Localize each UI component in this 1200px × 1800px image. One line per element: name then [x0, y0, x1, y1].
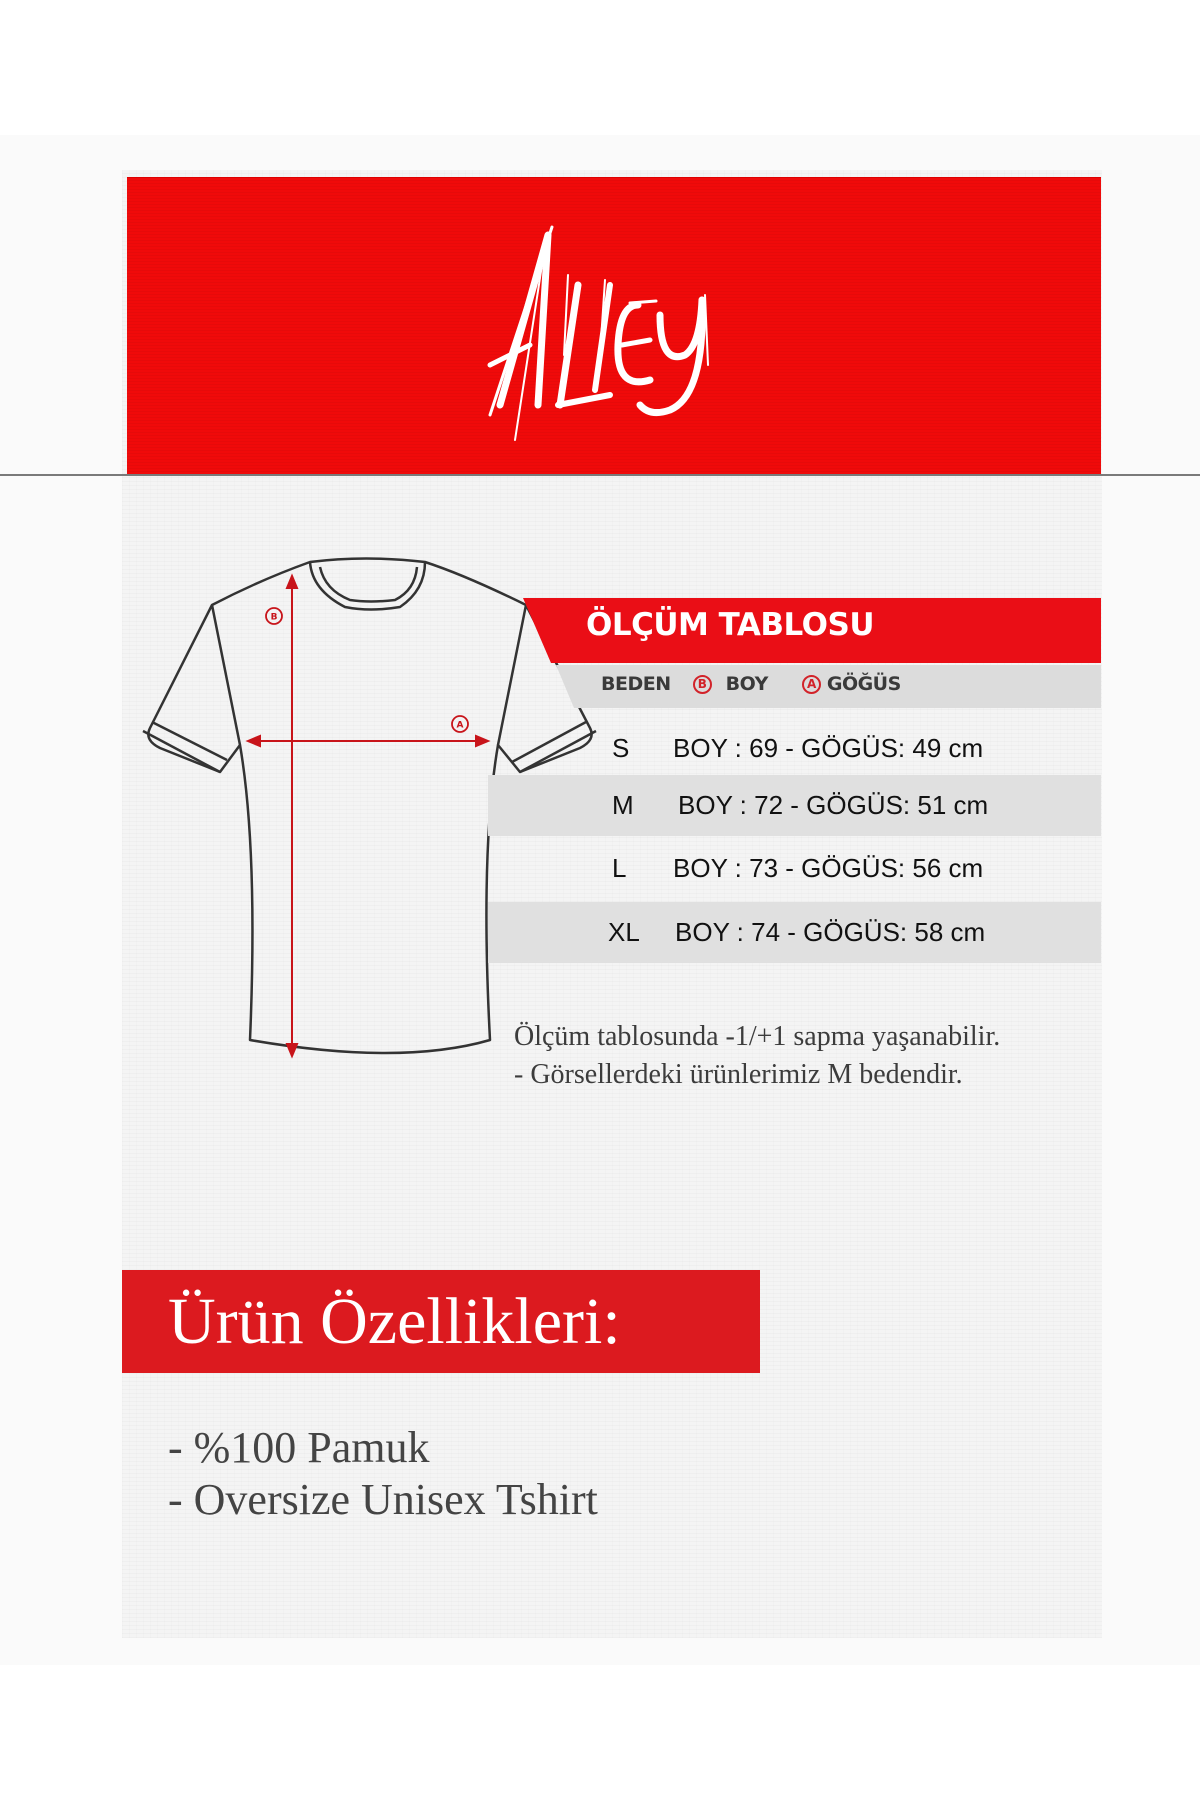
size-label: S: [612, 733, 630, 763]
size-notes: [514, 1018, 1000, 1094]
size-measurements: BOY : 74 - GÖGÜS: 58 cm: [675, 917, 986, 947]
legend-size-label: BEDEN: [601, 673, 671, 695]
features-list: [168, 1422, 598, 1526]
size-table-title: ÖLÇÜM TABLOSU: [586, 607, 875, 643]
legend-length-label: BOY: [725, 673, 768, 695]
diagram-marker-b: B: [270, 612, 278, 623]
size-row-s: [600, 718, 1101, 779]
feature-item: - Oversize Unisex Tshirt: [168, 1475, 598, 1524]
size-measurements: BOY : 72 - GÖGÜS: 51 cm: [678, 790, 989, 820]
legend-a-marker-icon: A: [802, 675, 821, 694]
note-model-size: - Görsellerdeki ürünlerimiz M bedendir.: [514, 1059, 963, 1090]
size-label: M: [612, 790, 634, 820]
size-label: XL: [608, 917, 640, 947]
note-tolerance: Ölçüm tablosunda -1/+1 sapma yaşanabilir.: [514, 1021, 1001, 1052]
legend-b-marker-icon: B: [693, 675, 712, 694]
diagram-marker-a: A: [456, 720, 464, 731]
feature-item: - %100 Pamuk: [168, 1423, 430, 1472]
size-measurements: BOY : 69 - GÖGÜS: 49 cm: [673, 733, 984, 763]
size-table-legend: [601, 673, 901, 695]
size-label: L: [612, 853, 627, 883]
size-row-xl: [488, 902, 1101, 963]
legend-chest-label: GÖĞÜS: [826, 673, 901, 695]
size-row-m: [488, 775, 1101, 836]
features-title: Ürün Özellikleri:: [168, 1285, 621, 1358]
size-measurements: BOY : 73 - GÖGÜS: 56 cm: [673, 853, 984, 883]
size-row-l: [600, 838, 1101, 899]
